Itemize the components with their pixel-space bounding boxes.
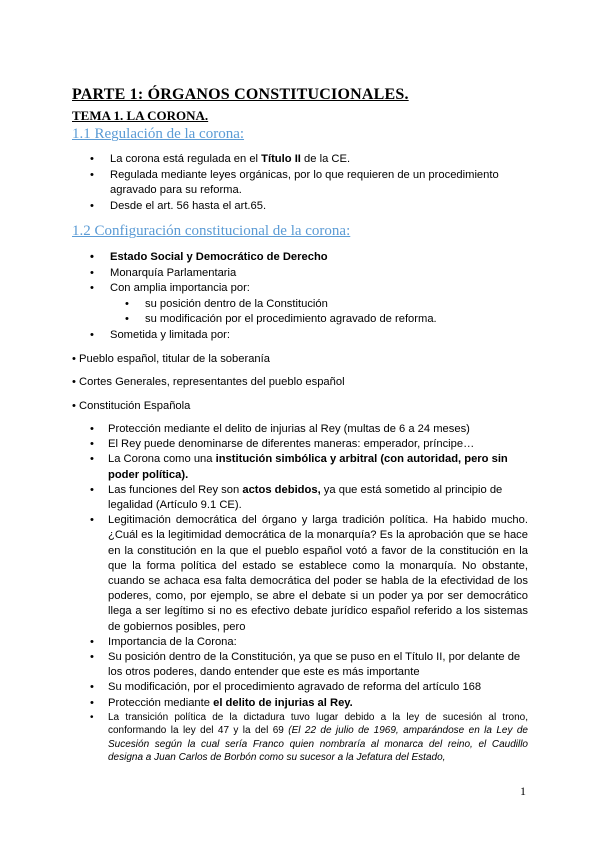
list-item: • Con amplia importancia por:: [90, 281, 520, 297]
paragraph-cortes: • Cortes Generales, representantes del pueblo español: [72, 376, 345, 388]
page-number: 1: [520, 784, 526, 798]
list-item: • El Rey puede denominarse de diferentes maneras: emperador, príncipe…: [90, 437, 528, 452]
list-item: • Estado Social y Democrático de Derecho: [90, 250, 520, 266]
list-item: • La transición política de la dictadura tuvo lugar debido a la ley de sucesión al trono, conformando la ley del 47 y la del 69 (El 22 de julio de 1969, amparándose en la Ley de Sucesión según la cual sería Franco quien nombraría al monarca del reino, el Caudillo designa a Juan Carlos de Borbón como su sucesor a la Jefatura del Estado,: [90, 711, 528, 765]
list-item: • Las funciones del Rey son actos debidos, ya que está sometido al principio de legalidad (Artículo 9.1 CE).: [90, 483, 528, 513]
list-item: • Monarquía Parlamentaria: [90, 266, 520, 282]
list-item: • Su modificación, por el procedimiento agravado de reforma del artículo 168: [90, 680, 528, 695]
section-heading-regulacion: 1.1 Regulación de la corona:: [72, 126, 245, 142]
list-item: • Importancia de la Corona:: [90, 635, 528, 650]
list-item: • Legitimación democrática del órgano y larga tradición política. Ha habido mucho. ¿Cuál es la legitimidad democrática de la monarquía? Es la aprobación que se hace en la constitución en la que el pueblo español votó a favor de la constitución en la que la forma política del estado se establece como la monarquía. No obstante, cuando se achaca esa falta democrática del poder se habla de la efectividad de los poderes, como, por ejemplo, se abre el debate si un poder ya por ser democrático llega a ser legítimo si no es efectivo debate jurídico español referido a los sistemas de gobiernos posibles, pero: [90, 513, 528, 635]
list-item: • Sometida y limitada por:: [90, 328, 520, 344]
paragraph-pueblo: • Pueblo español, titular de la soberanía: [72, 353, 270, 365]
sub-list-item: • su posición dentro de la Constitución: [90, 297, 520, 313]
section-heading-configuracion: 1.2 Configuración constitucional de la corona:: [72, 223, 351, 239]
tema-title: TEMA 1. LA CORONA.: [72, 108, 209, 123]
list-item: • Regulada mediante leyes orgánicas, por lo que requieren de un procedimiento agravado para su reforma.: [90, 168, 510, 199]
sub-list-item: • su modificación por el procedimiento agravado de reforma.: [90, 312, 520, 328]
list-item: • Su posición dentro de la Constitución, ya que se puso en el Título II, por delante de los otros poderes, dando entender que este es más importante: [90, 650, 528, 680]
paragraph-constitucion: • Constitución Española: [72, 400, 191, 412]
regulacion-list: [90, 152, 510, 214]
list-item: • La Corona como una institución simbólica y arbitral (con autoridad, pero sin poder política).: [90, 452, 528, 482]
main-list: [90, 422, 528, 765]
configuracion-list: [90, 250, 520, 343]
list-item: • Protección mediante el delito de injurias al Rey (multas de 6 a 24 meses): [90, 422, 528, 437]
part-title: PARTE 1: ÓRGANOS CONSTITUCIONALES.: [72, 86, 409, 103]
list-item: • La corona está regulada en el Título II de la CE.: [90, 152, 510, 168]
list-item: • Protección mediante el delito de injurias al Rey.: [90, 696, 528, 711]
list-item: • Desde el art. 56 hasta el art.65.: [90, 199, 510, 215]
